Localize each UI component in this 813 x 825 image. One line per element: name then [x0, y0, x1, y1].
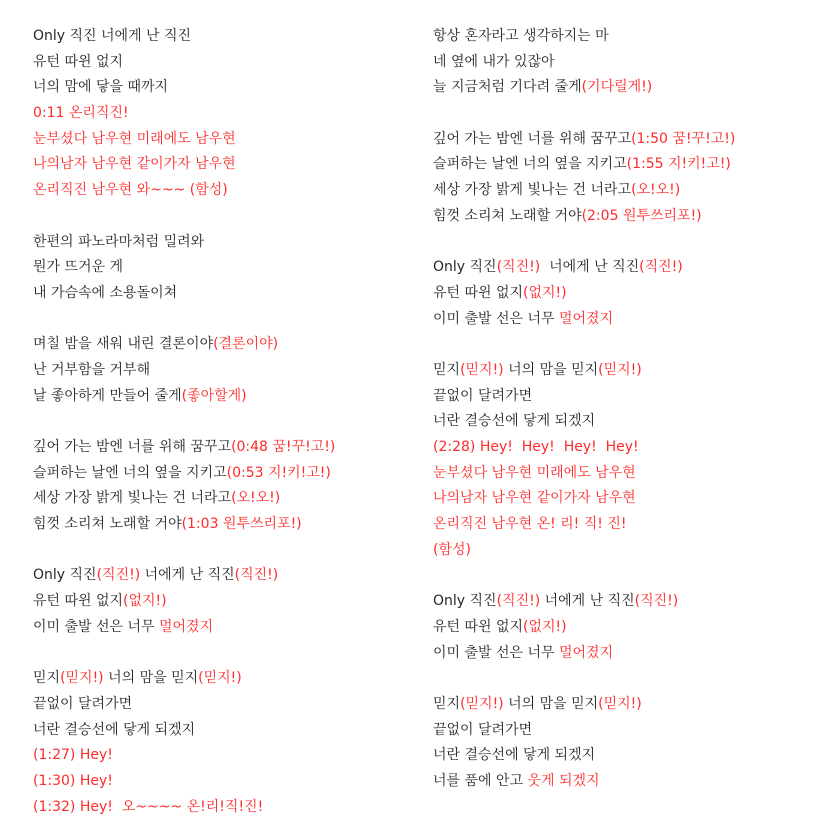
lyric-text: 세상 가장 밝게 빛나는 건 너라고 — [433, 182, 632, 199]
chant-annotation: 나의남자 남우현 같이가자 남우현 — [33, 156, 236, 173]
lyric-line — [433, 152, 735, 178]
lyric-text: 유턴 따윈 없지 — [433, 618, 524, 635]
chant-annotation: (1:30) Hey! — [33, 772, 113, 789]
chant-annotation: 눈부셨다 남우현 미래에도 남우현 — [433, 464, 636, 481]
chant-annotation: 나의남자 남우현 같이가자 남우현 — [433, 490, 636, 507]
chant-annotation: 멀어졌지 — [159, 618, 214, 635]
lyric-text: 너에게 난 직진 — [140, 567, 235, 584]
stanza-break — [433, 230, 735, 256]
lyric-line — [33, 50, 335, 76]
stanza-break — [33, 641, 335, 667]
chant-annotation: (믿지!) — [460, 361, 504, 378]
chant-annotation: (1:03 원투쓰리포!) — [181, 516, 302, 533]
lyric-line — [433, 461, 735, 487]
lyric-line — [433, 538, 735, 564]
lyric-line — [33, 461, 335, 487]
lyric-text: Only 직진 — [433, 593, 497, 610]
chant-annotation: (직진!) — [634, 593, 679, 610]
chant-annotation: (믿지!) — [598, 695, 642, 712]
lyric-line — [433, 255, 735, 281]
lyric-line — [433, 769, 735, 795]
lyric-text: 슬퍼하는 날엔 너의 옆을 지키고 — [33, 464, 227, 481]
lyric-text: 뭔가 뜨거운 게 — [33, 259, 124, 276]
lyric-line — [433, 24, 735, 50]
lyrics-column-left — [33, 24, 335, 820]
lyric-line — [433, 75, 735, 101]
lyric-text: Only 직진 너에게 난 직진 — [33, 28, 192, 44]
lyric-line — [433, 384, 735, 410]
lyric-line — [433, 692, 735, 718]
chant-annotation: (믿지!) — [198, 670, 242, 687]
stanza-break — [33, 409, 335, 435]
lyric-text: 믿지 — [33, 670, 61, 687]
chant-annotation: 눈부셨다 남우현 미래에도 남우현 — [33, 130, 236, 147]
chant-annotation: (1:50 꿈!꾸!고!) — [631, 130, 736, 147]
lyric-text: 끝없이 달려가면 — [33, 695, 133, 712]
lyric-text: 늘 지금처럼 기다려 줄게 — [433, 79, 582, 96]
lyric-line — [33, 178, 335, 204]
lyric-line — [33, 281, 335, 307]
chant-annotation: (좋아할게) — [181, 387, 247, 404]
chant-annotation: (없지!) — [123, 593, 167, 610]
chant-annotation: (직진!) — [496, 259, 541, 276]
lyric-line — [433, 743, 735, 769]
lyric-text: 너의 맘을 믿지 — [503, 361, 599, 378]
lyric-text: 너의 맘을 믿지 — [103, 670, 199, 687]
chant-annotation: (1:32) Hey! 오~~~~ 온!리!직!진! — [33, 798, 264, 815]
lyric-text: Only 직진 — [433, 259, 497, 276]
lyric-text: 날 좋아하게 만들어 줄게 — [33, 387, 182, 404]
chant-annotation: (없지!) — [523, 618, 567, 635]
lyric-text: 너에게 난 직진 — [540, 593, 635, 610]
stanza-break — [433, 563, 735, 589]
lyric-text: 항상 혼자라고 생각하지는 마 — [433, 28, 609, 44]
lyric-text: 힘껏 소리쳐 노래할 거야 — [33, 516, 182, 533]
lyric-text: 세상 가장 밝게 빛나는 건 너라고 — [33, 490, 232, 507]
chant-annotation: (없지!) — [523, 284, 567, 301]
lyric-line — [433, 435, 735, 461]
lyric-line — [33, 384, 335, 410]
lyric-text: 이미 출발 선은 너무 — [433, 310, 559, 327]
lyric-line — [33, 589, 335, 615]
chant-annotation: 온리직진 남우현 온! 리! 직! 진! — [433, 516, 627, 533]
chant-annotation: (믿지!) — [598, 361, 642, 378]
lyric-text: 끝없이 달려가면 — [433, 387, 533, 404]
lyric-line — [33, 255, 335, 281]
lyric-line — [433, 307, 735, 333]
stanza-break — [33, 538, 335, 564]
chant-annotation: 웃게 되겠지 — [527, 772, 600, 789]
lyric-text: 너란 결승선에 닿게 되겠지 — [433, 747, 596, 764]
chant-annotation: 0:11 온리직진! — [33, 105, 129, 122]
lyric-line — [433, 358, 735, 384]
lyric-text: 너란 결승선에 닿게 되겠지 — [33, 721, 196, 738]
lyric-text: 힘껏 소리쳐 노래할 거야 — [433, 207, 582, 224]
chant-annotation: 멀어졌지 — [559, 644, 614, 661]
lyric-line — [433, 178, 735, 204]
chant-annotation: (기다릴게!) — [581, 79, 653, 96]
stanza-break — [33, 307, 335, 333]
lyric-line — [33, 486, 335, 512]
chant-annotation: (0:53 지!키!고!) — [226, 464, 331, 481]
chant-annotation: (함성) — [433, 541, 471, 558]
lyric-text: 믿지 — [433, 361, 461, 378]
lyric-line — [433, 281, 735, 307]
lyric-text: 너의 맘에 닿을 때까지 — [33, 79, 169, 96]
chant-annotation: (직진!) — [234, 567, 279, 584]
lyric-text: 너를 품에 안고 — [433, 772, 528, 789]
lyric-text: 난 거부함을 거부해 — [33, 361, 151, 378]
lyric-line — [433, 615, 735, 641]
lyric-line — [33, 563, 335, 589]
lyric-line — [433, 127, 735, 153]
lyric-text: 끝없이 달려가면 — [433, 721, 533, 738]
stanza-break — [433, 666, 735, 692]
lyrics-column-right — [433, 24, 735, 795]
lyric-line — [33, 332, 335, 358]
lyric-line — [33, 152, 335, 178]
lyric-text: 슬퍼하는 날엔 너의 옆을 지키고 — [433, 156, 627, 173]
lyric-line — [33, 769, 335, 795]
lyric-text: 이미 출발 선은 너무 — [33, 618, 159, 635]
chant-annotation: (오!오!) — [631, 182, 681, 199]
chant-annotation: (직진!) — [639, 259, 683, 276]
lyric-text: 유턴 따윈 없지 — [33, 53, 124, 70]
lyric-line — [433, 204, 735, 230]
lyric-line — [33, 512, 335, 538]
chant-annotation: (직진!) — [96, 567, 141, 584]
lyric-text: 네 옆에 내가 있잖아 — [433, 53, 555, 70]
chant-annotation: 온리직진 남우현 와~~~ (함성) — [33, 182, 228, 199]
lyric-line — [33, 101, 335, 127]
chant-annotation: (0:48 꿈!꾸!고!) — [231, 439, 336, 455]
lyric-line — [433, 512, 735, 538]
stanza-break — [433, 332, 735, 358]
lyric-line — [33, 358, 335, 384]
lyric-line — [433, 50, 735, 76]
lyric-line — [433, 409, 735, 435]
chant-annotation: (직진!) — [496, 593, 541, 610]
lyric-line — [433, 589, 735, 615]
lyric-line — [33, 718, 335, 744]
lyric-text: 깊어 가는 밤엔 너를 위해 꿈꾸고 — [433, 130, 632, 147]
lyric-text: 너란 결승선에 닿게 되겠지 — [433, 413, 596, 430]
chant-annotation: (오!오!) — [231, 490, 281, 507]
lyric-text: 이미 출발 선은 너무 — [433, 644, 559, 661]
lyric-text: 유턴 따윈 없지 — [433, 284, 524, 301]
chant-annotation: (2:05 원투쓰리포!) — [581, 207, 702, 224]
chant-annotation: (2:28) Hey! Hey! Hey! Hey! — [433, 439, 639, 455]
lyric-line — [33, 24, 335, 50]
lyric-line — [433, 486, 735, 512]
stanza-break — [33, 204, 335, 230]
lyric-text: 너에게 난 직진 — [540, 259, 640, 276]
chant-annotation: (1:27) Hey! — [33, 747, 113, 764]
lyric-text: 한편의 파노라마처럼 밀려와 — [33, 233, 205, 250]
lyric-text: 믿지 — [433, 695, 461, 712]
chant-annotation: (1:55 지!키!고!) — [626, 156, 731, 173]
lyric-line — [33, 692, 335, 718]
lyric-text: 너의 맘을 믿지 — [503, 695, 599, 712]
lyric-text: 깊어 가는 밤엔 너를 위해 꿈꾸고 — [33, 439, 232, 455]
lyric-line — [33, 75, 335, 101]
chant-annotation: (믿지!) — [460, 695, 504, 712]
lyric-line — [433, 641, 735, 667]
chant-annotation: 멀어졌지 — [559, 310, 614, 327]
lyric-line — [33, 666, 335, 692]
lyric-text: 며칠 밤을 새워 내린 결론이야 — [33, 336, 214, 353]
lyric-text: 유턴 따윈 없지 — [33, 593, 124, 610]
lyric-line — [33, 743, 335, 769]
lyric-line — [33, 615, 335, 641]
lyric-line — [33, 435, 335, 461]
chant-annotation: (믿지!) — [60, 670, 104, 687]
chant-annotation: (결론이야) — [213, 336, 279, 353]
lyric-line — [433, 718, 735, 744]
stanza-break — [433, 101, 735, 127]
lyric-text: 내 가슴속에 소용돌이쳐 — [33, 284, 178, 301]
lyric-text: Only 직진 — [33, 567, 97, 584]
lyric-line — [33, 230, 335, 256]
lyric-line — [33, 795, 335, 821]
lyric-line — [33, 127, 335, 153]
